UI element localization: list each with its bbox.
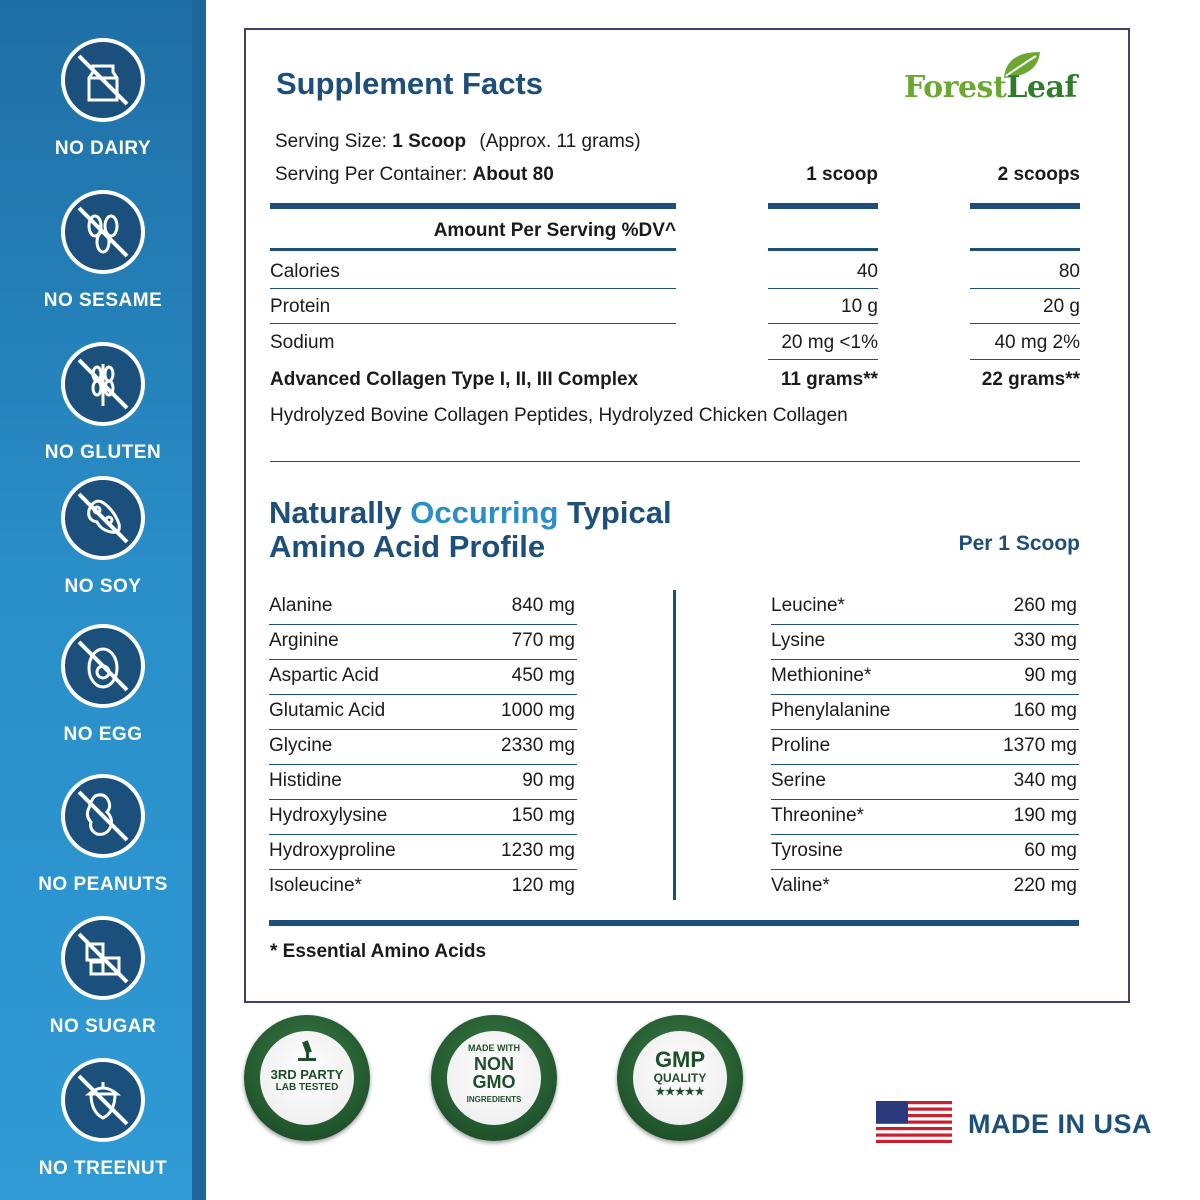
table-row <box>269 870 577 905</box>
table-row <box>269 765 577 800</box>
badge-no-peanuts <box>0 774 206 896</box>
soybean-icon <box>61 476 145 560</box>
nutrient-name: Sodium <box>270 332 335 353</box>
collagen-value-2: 22 grams** <box>981 369 1080 390</box>
peanut-icon <box>61 774 145 858</box>
sesame-icon <box>61 190 145 274</box>
acorn-icon <box>61 1058 145 1142</box>
amino-name: Lysine <box>771 630 826 651</box>
gmo-top: MADE WITH <box>468 1043 520 1053</box>
essential-footnote: * Essential Amino Acids <box>270 941 487 962</box>
lab-tested-seal-face <box>260 1031 354 1125</box>
servings-label: Serving Per Container: <box>275 164 468 185</box>
badge-no-sesame <box>0 190 206 312</box>
amino-value: 450 mg <box>511 665 575 686</box>
badge-no-dairy <box>0 38 206 160</box>
egg-icon <box>61 624 145 708</box>
table-row <box>269 800 577 835</box>
badge-label: NO GLUTEN <box>44 442 162 463</box>
nutrient-value-1: 10 g <box>841 296 878 317</box>
facts-title: Supplement Facts <box>276 66 543 101</box>
section-divider <box>270 461 1080 462</box>
badge-label: NO PEANUTS <box>38 874 168 895</box>
lab-line1: 3RD PARTY <box>270 1067 344 1082</box>
servings-value: About 80 <box>472 164 554 185</box>
amino-value: 90 mg <box>1024 665 1077 686</box>
us-flag-icon <box>876 1101 952 1143</box>
table-row <box>771 800 1079 835</box>
brand-logo <box>904 70 1077 105</box>
table-row <box>771 625 1079 660</box>
row-rule <box>270 288 676 289</box>
amino-name: Leucine* <box>771 595 845 616</box>
amino-name: Hydroxyproline <box>269 840 396 861</box>
col2-header: 2 scoops <box>997 164 1080 185</box>
table-row <box>771 695 1079 730</box>
wheat-icon <box>61 342 145 426</box>
non-gmo-seal-face <box>447 1031 541 1125</box>
table-row <box>269 730 577 765</box>
amino-value: 260 mg <box>1013 595 1077 616</box>
gmo-bottom: INGREDIENTS <box>466 1095 522 1104</box>
gmp-line1: GMP <box>654 1047 706 1072</box>
amino-value: 90 mg <box>522 770 575 791</box>
amino-bottom-bar <box>269 920 1079 926</box>
header-bar <box>970 203 1080 209</box>
amino-name: Isoleucine* <box>269 875 362 896</box>
amino-value: 120 mg <box>511 875 575 896</box>
gmo-line2: GMO <box>472 1072 516 1092</box>
table-row <box>269 835 577 870</box>
table-row <box>269 695 577 730</box>
serving-size-value: 1 Scoop <box>392 131 467 152</box>
amino-value: 1230 mg <box>501 840 575 861</box>
amino-value: 840 mg <box>511 595 575 616</box>
badge-no-gluten <box>0 342 206 464</box>
gmp-quality-seal <box>617 1015 743 1141</box>
badge-label: NO TREENUT <box>38 1158 168 1179</box>
table-row <box>269 590 577 625</box>
nutrient-value-2: 40 mg 2% <box>994 332 1080 353</box>
row-rule <box>970 359 1080 360</box>
amino-name: Histidine <box>269 770 342 791</box>
stars-icon: ★★★★★ <box>655 1086 705 1098</box>
gmp-quality-seal-face <box>633 1031 727 1125</box>
amino-title-accent: Occurring <box>410 495 559 530</box>
badge-label: NO SUGAR <box>49 1016 157 1037</box>
table-row <box>771 730 1079 765</box>
nutrient-value-1: 20 mg <1% <box>781 332 878 353</box>
nutrient-name: Calories <box>270 261 340 282</box>
nutrient-value-1: 40 <box>856 261 878 282</box>
serving-size-line <box>275 131 641 153</box>
amino-name: Serine <box>771 770 826 791</box>
table-row <box>771 590 1079 625</box>
badge-no-soy <box>0 476 206 598</box>
amino-value: 150 mg <box>511 805 575 826</box>
amino-name: Tyrosine <box>771 840 843 861</box>
amino-title <box>269 496 672 564</box>
row-rule <box>768 288 878 289</box>
amino-value: 60 mg <box>1024 840 1077 861</box>
amino-name: Glutamic Acid <box>269 700 386 721</box>
amino-title-line2: Amino Acid Profile <box>269 529 546 564</box>
lab-line2: LAB TESTED <box>275 1082 339 1093</box>
header-bar <box>768 203 878 209</box>
gmp-line2: QUALITY <box>653 1071 707 1085</box>
serving-size-note: (Approx. 11 grams) <box>479 131 641 152</box>
amino-value: 1370 mg <box>1003 735 1077 756</box>
amino-name: Arginine <box>269 630 339 651</box>
milk-carton-icon <box>61 38 145 122</box>
amino-name: Valine* <box>771 875 830 896</box>
badge-label: NO EGG <box>63 724 143 745</box>
lab-tested-seal <box>244 1015 370 1141</box>
amount-bar <box>270 248 676 251</box>
amino-title-part3: Typical <box>558 495 672 530</box>
badge-label: NO DAIRY <box>54 138 152 159</box>
amino-value: 190 mg <box>1013 805 1077 826</box>
amount-header: Amount Per Serving %DV^ <box>433 220 676 241</box>
amino-value: 770 mg <box>511 630 575 651</box>
ingredients-note: Hydrolyzed Bovine Collagen Peptides, Hydrolyzed Chicken Collagen <box>270 405 848 426</box>
amino-title-part1: Naturally <box>269 495 411 530</box>
amino-name: Phenylalanine <box>771 700 891 721</box>
table-row <box>771 870 1079 905</box>
col1-header: 1 scoop <box>806 164 878 185</box>
badge-label: NO SESAME <box>43 290 163 311</box>
column-divider <box>673 590 676 900</box>
amino-name: Threonine* <box>771 805 864 826</box>
brand-forest: Forest <box>904 70 1007 105</box>
amino-name: Methionine* <box>771 665 872 686</box>
amount-bar <box>970 248 1080 251</box>
non-gmo-seal <box>431 1015 557 1141</box>
nutrient-value-2: 20 g <box>1043 296 1080 317</box>
badge-no-egg <box>0 624 206 746</box>
amino-value: 1000 mg <box>501 700 575 721</box>
sugar-cube-icon <box>61 916 145 1000</box>
row-rule <box>768 323 878 324</box>
row-rule <box>270 323 676 324</box>
nutrient-name: Protein <box>270 296 331 317</box>
table-row <box>771 835 1079 870</box>
row-rule <box>768 359 878 360</box>
amino-value: 160 mg <box>1013 700 1077 721</box>
gmo-line1: NON <box>474 1054 514 1074</box>
row-rule <box>970 323 1080 324</box>
amino-name: Proline <box>771 735 831 756</box>
brand-leaf: Leaf <box>1006 70 1077 105</box>
amino-value: 330 mg <box>1013 630 1077 651</box>
table-row <box>269 660 577 695</box>
nutrient-value-2: 80 <box>1058 261 1080 282</box>
amino-name: Alanine <box>269 595 333 616</box>
amino-name: Hydroxylysine <box>269 805 388 826</box>
amount-bar <box>768 248 878 251</box>
table-row <box>269 625 577 660</box>
row-rule <box>970 288 1080 289</box>
amino-name: Aspartic Acid <box>269 665 379 686</box>
per-scoop-label: Per 1 Scoop <box>958 532 1080 555</box>
collagen-value-1: 11 grams** <box>780 369 878 390</box>
microscope-icon <box>294 1039 320 1063</box>
amino-value: 2330 mg <box>501 735 575 756</box>
table-row <box>771 660 1079 695</box>
servings-line <box>275 164 554 186</box>
made-in-usa-label: MADE IN USA <box>968 1109 1153 1139</box>
badge-no-treenut <box>0 1058 206 1180</box>
serving-size-label: Serving Size: <box>275 131 387 152</box>
badge-label: NO SOY <box>64 576 142 597</box>
amino-name: Glycine <box>269 735 333 756</box>
badge-no-sugar <box>0 916 206 1038</box>
table-row <box>771 765 1079 800</box>
collagen-name: Advanced Collagen Type I, II, III Complex <box>270 369 639 390</box>
header-bar <box>270 203 676 209</box>
amino-value: 220 mg <box>1013 875 1077 896</box>
amino-value: 340 mg <box>1013 770 1077 791</box>
